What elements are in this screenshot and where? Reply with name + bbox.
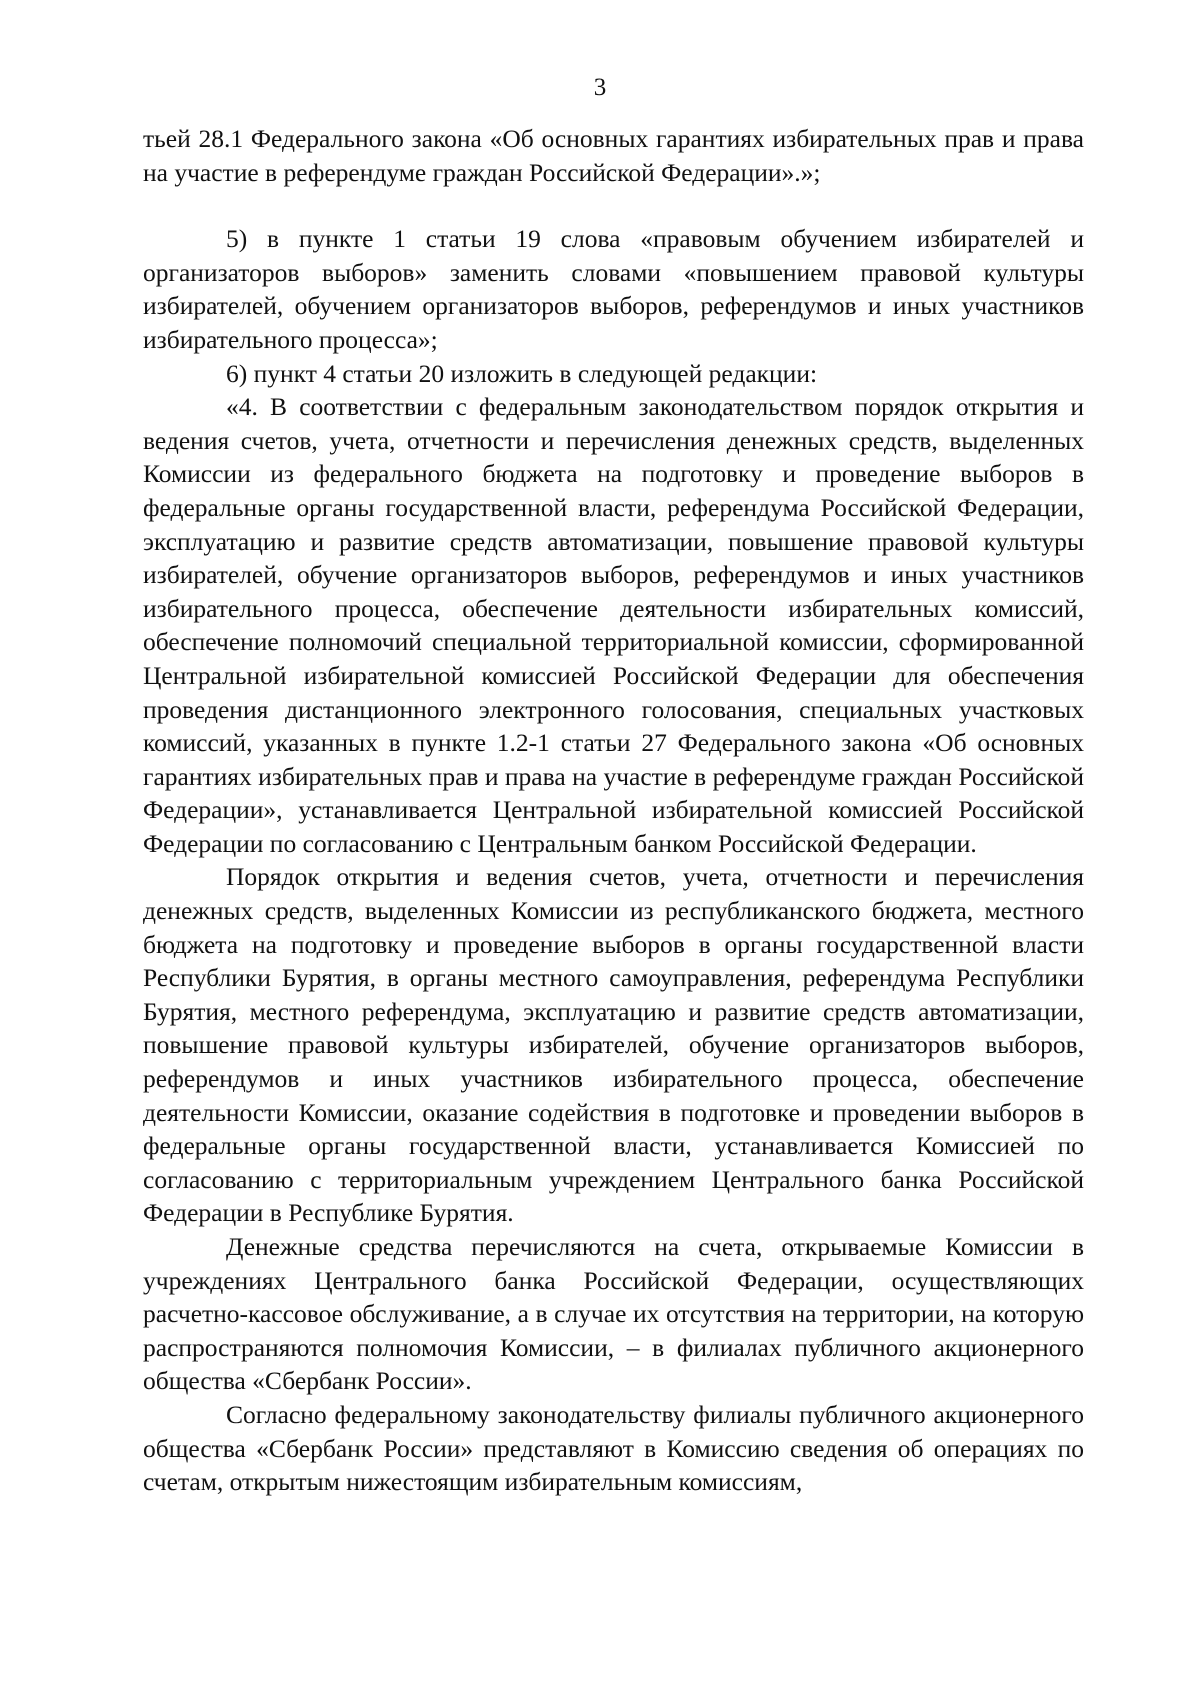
paragraph-continuation: тьей 28.1 Федерального закона «Об основных гарантиях избирательных прав и права на участие в референдуме граждан Российской Федерации».»; (143, 124, 1084, 187)
paragraph-sberbank-branches: Согласно федеральному законодательству филиалы публичного акционерного общества «Сбербанк России» представляют в Комиссию сведения об операциях по счетам, открытым нижестоящим избирательным комиссиям, (143, 1399, 1084, 1497)
document-body (143, 122, 1084, 1499)
paragraph-funds-transfer: Денежные средства перечисляются на счета, открываемые Комиссии в учреждениях Центрального банка Российской Федерации, осуществляющих расчетно-кассовое обслуживание, а в случае их отсутствия на территории, на которую распространяются полномочия Комиссии, – в филиалах публичного акционерного общества «Сбербанк России». (143, 1232, 1084, 1396)
paragraph-procedure: Порядок открытия и ведения счетов, учета, отчетности и перечисления денежных средств, выделенных Комиссии из республиканского бюджета, местного бюджета на подготовку и проведение выборов в органы государственной власти Республики Бурятия, в органы местного самоуправления, референдума Республики Бурятия, местного референдума, эксплуатацию и развитие средств автоматизации, повышение правовой культуры избирателей, обучение организаторов выборов, референдумов и иных участников избирательного процесса, обеспечение деятельности Комиссии, оказание содействия в подготовке и проведении выборов в федеральные органы государственной власти, устанавливается Комиссией по согласованию с территориальным учреждением Центрального банка Российской Федерации в Республике Бурятия. (143, 862, 1084, 1228)
paragraph-item-6: 6) пункт 4 статьи 20 изложить в следующей редакции: (226, 358, 818, 388)
paragraph-clause-4: «4. В соответствии с федеральным законодательством порядок открытия и ведения счетов, учета, отчетности и перечисления денежных средств, выделенных Комиссии из федерального бюджета на подготовку и проведение выборов в федеральные органы государственной власти, референдума Российской Федерации, эксплуатацию и развитие средств автоматизации, повышение правовой культуры избирателей, обучение организаторов выборов, референдумов и иных участников избирательного процесса, обеспечение деятельности избирательных комиссий, обеспечение полномочий специальной территориальной комиссии, сформированной Центральной избирательной комиссией Российской Федерации для обеспечения проведения дистанционного электронного голосования, специальных участковых комиссий, указанных в пункте 1.2-1 статьи 27 Федерального закона «Об основных гарантиях избирательных прав и права на участие в референдуме граждан Российской Федерации», устанавливается Центральной избирательной комиссией Российской Федерации по согласованию с Центральным банком Российской Федерации. (143, 392, 1084, 858)
page-number: 3 (593, 74, 607, 101)
paragraph-item-5: 5) в пункте 1 статьи 19 слова «правовым обучением избирателей и организаторов выборов» заменить словами «повышением правовой культуры избирателей, обучением организаторов выборов, референдумов и иных участников избирательного процесса»; (143, 224, 1084, 354)
